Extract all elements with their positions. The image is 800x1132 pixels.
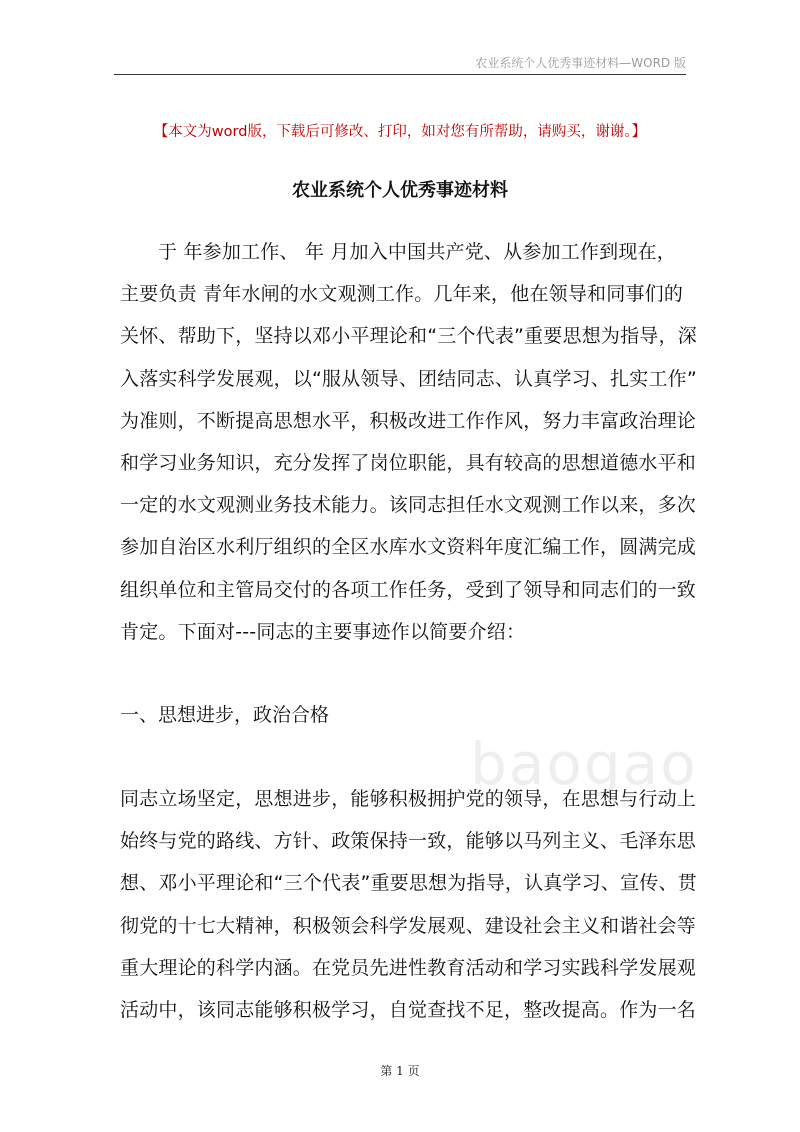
document-title: 农业系统个人优秀事迹材料 [292, 180, 508, 201]
paragraph-section1 [120, 778, 697, 1031]
section-heading: 一、思想进步，政治合格 [120, 704, 330, 726]
text-line: 一定的水文观测业务技术能力。该同志担任水文观测工作以来，多次 [120, 494, 697, 517]
text-line: 为准则，不断提高思想水平，积极改进工作作风，努力丰富政治理论 [120, 409, 697, 432]
text-line: 彻党的十七大精神，积极领会科学发展观、建设社会主义和谐社会等 [120, 914, 697, 937]
text-line: 重大理论的科学内涵。在党员先进性教育活动和学习实践科学发展观 [120, 956, 697, 979]
text-line: 组织单位和主管局交付的各项工作任务，受到了领导和同志们的一致 [120, 578, 697, 601]
text-line: 同志立场坚定，思想进步，能够积极拥护党的领导，在思想与行动上 [120, 788, 697, 810]
text-line: 入落实科学发展观，以“服从领导、团结同志、认真学习、扎实工作” [120, 367, 697, 390]
text-line: 和学习业务知识，充分发挥了岗位职能，具有较高的思想道德水平和 [120, 452, 697, 475]
download-notice: 【本文为word版，下载后可修改、打印，如对您有所帮助，请购买，谢谢。】 [153, 124, 647, 140]
page-number: 第 1 页 [380, 1064, 420, 1078]
text-line: 肯定。下面对---同志的主要事迹作以简要介绍： [120, 620, 526, 643]
text-line: 参加自治区水利厅组织的全区水库水文资料年度汇编工作，圆满完成 [120, 536, 697, 559]
text-line: 于 年参加工作、 年 月加入中国共产党、从参加工作到现在， [158, 241, 676, 263]
page-header [114, 52, 686, 75]
text-line: 主要负责 青年水闸的水文观测工作。几年来，他在领导和同事们的 [120, 283, 684, 306]
text-line: 想、邓小平理论和“三个代表”重要思想为指导，认真学习、宣传、贯 [120, 872, 697, 895]
text-line: 始终与党的路线、方针、政策保持一致，能够以马列主义、毛泽东思 [120, 830, 697, 853]
paragraph-intro [120, 231, 697, 653]
running-title: 农业系统个人优秀事迹材料—WORD 版 [475, 56, 686, 70]
watermark: baogao [470, 730, 698, 798]
text-line: 活动中，该同志能够积极学习，自觉查找不足，整改提高。作为一名 [120, 999, 697, 1022]
text-line: 关怀、帮助下，坚持以邓小平理论和“三个代表”重要思想为指导，深 [120, 325, 697, 348]
